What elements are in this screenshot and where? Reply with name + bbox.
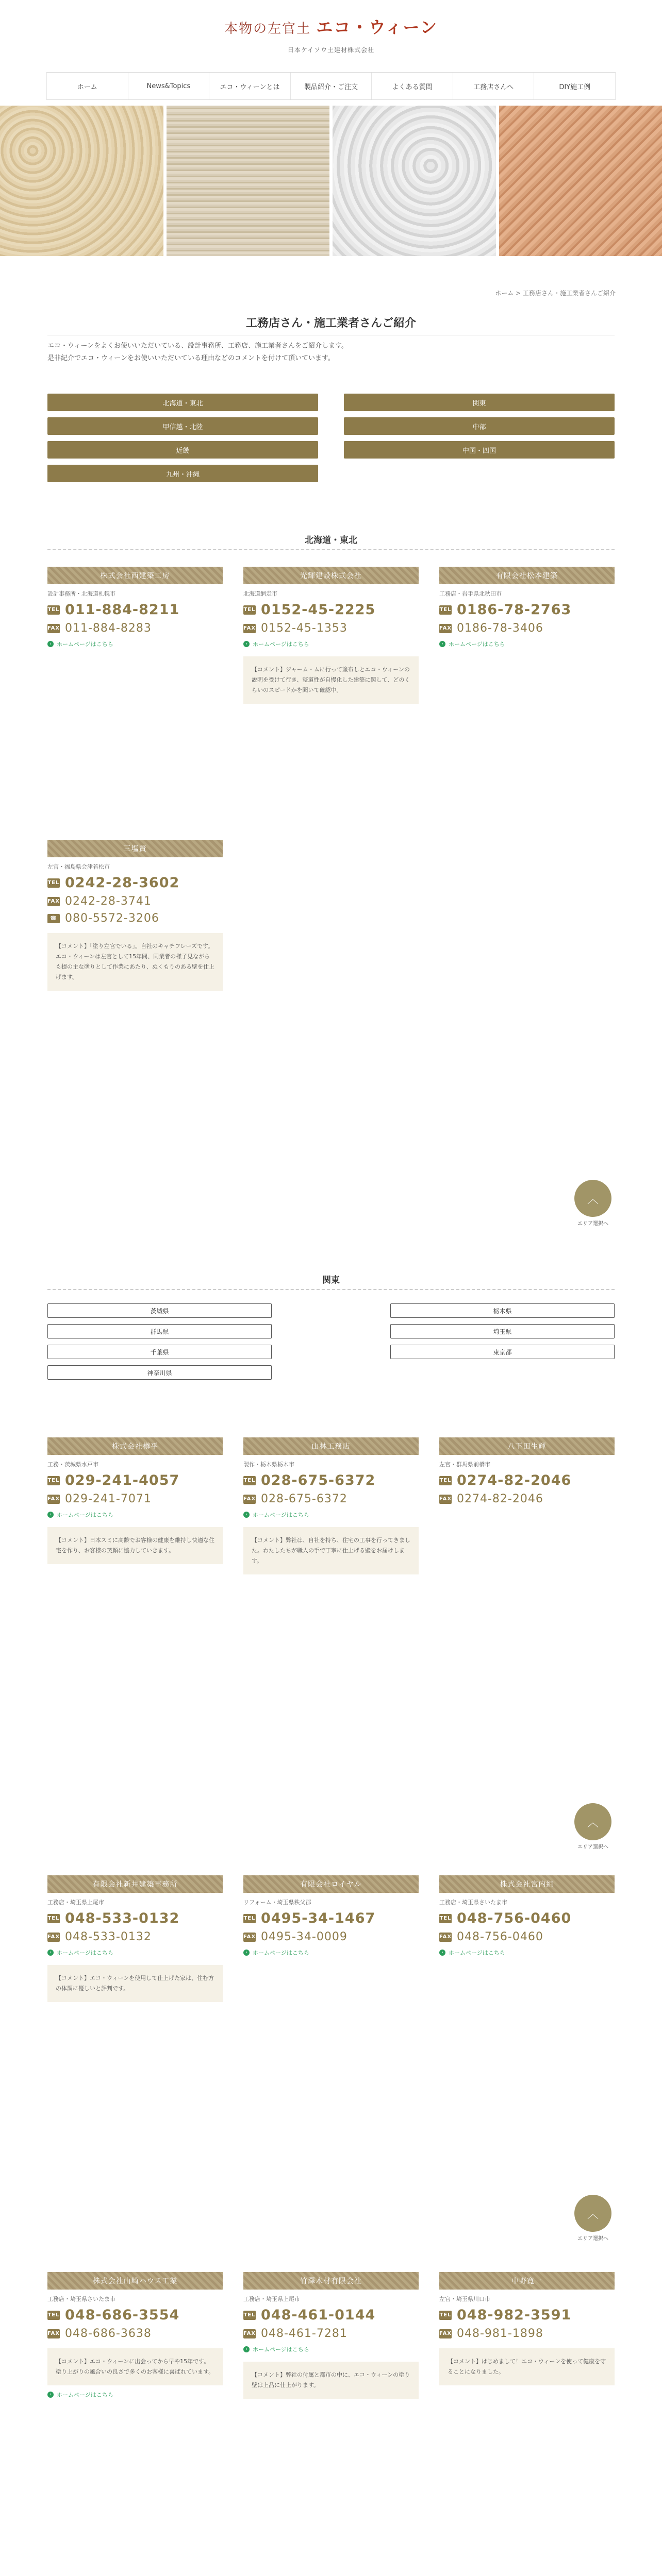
mobile[interactable]: ☎ 080-5572-3206 <box>47 912 223 925</box>
company-name: 八下田生輝 <box>439 1437 615 1455</box>
region-button[interactable]: 中国・四国 <box>344 441 615 459</box>
texture-photo <box>167 106 330 256</box>
nav-news[interactable]: News&Topics <box>128 73 210 99</box>
chevron-up-icon: ︿ <box>574 2195 611 2232</box>
company-address: 工務店・埼玉県上尾市 <box>47 1899 104 1906</box>
nav-products[interactable]: 製品紹介・ご注文 <box>291 73 372 99</box>
company-address: 工務店・埼玉県さいたま市 <box>439 1899 507 1906</box>
region-button[interactable]: 甲信越・北陸 <box>47 417 318 435</box>
company-address: 左官・福島県会津若松市 <box>47 863 110 870</box>
prefecture-button[interactable]: 東京都 <box>390 1345 615 1359</box>
company-address: リフォーム・埼玉県秩父郡 <box>243 1899 311 1906</box>
region-button[interactable]: 中部 <box>344 417 615 435</box>
company-name: 有限会社松本建築 <box>439 567 615 584</box>
tel-badge: TEL <box>439 1476 452 1485</box>
arrow-icon: › <box>47 1950 54 1956</box>
company-name: 三塩賢 <box>47 840 223 857</box>
company-comment: 【コメント】弊社は、自社を持ち、住宅の工事を行ってきました。わたしたちが職人の手で丁寧に仕上げる壁をお届けします。 <box>243 1527 419 1574</box>
fax: FAX 048-686-3638 <box>47 2327 152 2340</box>
fax: FAX 048-461-7281 <box>243 2327 347 2340</box>
tel[interactable]: TEL 048-686-3554 <box>47 2307 180 2323</box>
fax-badge: FAX <box>47 1933 60 1942</box>
tel-badge: TEL <box>47 878 60 888</box>
company-name: 有限会社ロイヤル <box>243 1875 419 1893</box>
region-button[interactable]: 関東 <box>344 394 615 411</box>
nav-diy[interactable]: DIY施工例 <box>534 73 616 99</box>
prefecture-button[interactable]: 茨城県 <box>47 1303 272 1318</box>
prefecture-button[interactable]: 群馬県 <box>47 1324 272 1338</box>
fax: FAX 011-884-8283 <box>47 622 152 635</box>
hero-textures <box>0 106 662 256</box>
region-heading: 北海道・東北 <box>305 535 357 546</box>
company-card <box>243 2272 419 2399</box>
arrow-icon: › <box>47 1512 54 1518</box>
company-card <box>47 567 223 648</box>
company-name: 中野寛一 <box>439 2272 615 2290</box>
company-comment: 【コメント】「塗り左官でいる」。自社のキャチフレーズです。エコ・ウィーンは左官として15年間、同業者の様子見ながらも提の主な塗りとして作業にあたり、ぬくもりのある壁を仕上げます。 <box>47 933 223 991</box>
company-name: 有限会社新井建築事務所 <box>47 1875 223 1893</box>
tel-badge: TEL <box>439 2311 452 2320</box>
prefecture-selector <box>47 1303 615 1380</box>
fax: FAX 0274-82-2046 <box>439 1493 543 1505</box>
fax: FAX 0495-34-0009 <box>243 1930 347 1943</box>
tel[interactable]: TEL 028-675-6372 <box>243 1472 376 1488</box>
company-card <box>47 1875 223 2002</box>
company-card <box>439 567 615 648</box>
company-address: 工務店・岩手県北秋田市 <box>439 590 502 597</box>
fax-badge: FAX <box>47 624 60 633</box>
company-card <box>243 1875 419 1957</box>
company-comment: 【コメント】弊社の付属と都市の中に、エコ・ウィーンの塗り壁は上品に仕上がります。 <box>243 2362 419 2399</box>
company-address: 左官・埼玉県川口市 <box>439 2296 490 2302</box>
site-logo[interactable]: 本物の左官土 エコ・ウィーン <box>224 18 438 37</box>
tel-badge: TEL <box>243 605 256 615</box>
tel[interactable]: TEL 048-756-0460 <box>439 1910 572 1926</box>
tel-badge: TEL <box>243 2311 256 2320</box>
fax-badge: FAX <box>439 1495 452 1504</box>
fax: FAX 029-241-7071 <box>47 1493 152 1505</box>
company-comment: 【コメント】エコ・ウィーンに出会ってから早や15年です。塗り上がりの風合いの良さで多くのお客様に喜ばれています。 <box>47 2348 223 2385</box>
arrow-icon: › <box>243 1950 250 1956</box>
tel[interactable]: TEL 0242-28-3602 <box>47 875 180 891</box>
fax-badge: FAX <box>439 624 452 633</box>
homepage-link[interactable]: › ホームページはこちら <box>243 1511 419 1519</box>
company-card <box>243 1437 419 1574</box>
region-selector <box>47 394 615 482</box>
tel[interactable]: TEL 0152-45-2225 <box>243 602 376 618</box>
tel[interactable]: TEL 0186-78-2763 <box>439 602 572 618</box>
chevron-up-icon: ︿ <box>574 1180 611 1217</box>
company-name: 株式会社宮内組 <box>439 1875 615 1893</box>
prefecture-button[interactable]: 千葉県 <box>47 1345 272 1359</box>
arrow-icon: › <box>47 641 54 647</box>
tel-badge: TEL <box>439 1914 452 1923</box>
texture-photo <box>0 106 163 256</box>
fax-badge: FAX <box>243 624 256 633</box>
fax-badge: FAX <box>439 2329 452 2338</box>
page-title: 工務店さん・施工業者さんご紹介 <box>245 317 416 330</box>
fax-badge: FAX <box>243 1495 256 1504</box>
company-name: 株式会社西建築工房 <box>47 567 223 584</box>
divider <box>47 549 615 550</box>
fax-badge: FAX <box>47 897 60 906</box>
company-name: 竹澤木材有限会社 <box>243 2272 419 2290</box>
company-address: 工務・茨城県水戸市 <box>47 1461 98 1468</box>
homepage-link[interactable]: › ホームページはこちら <box>47 2391 223 2399</box>
tel-badge: TEL <box>47 1914 60 1923</box>
company-card <box>47 2272 223 2399</box>
tel-badge: TEL <box>243 1476 256 1485</box>
nav-home[interactable]: ホーム <box>46 73 128 99</box>
homepage-link[interactable]: › ホームページはこちら <box>47 640 223 648</box>
intro-text: エコ・ウィーンをよくお使いいただいている、設計事務所、工務店、施工業者さんをご紹介します。 是非紀介でエコ・ウィーンをお使いいただいている理由などのコメントを付けて頂いています。 <box>47 342 348 362</box>
tel-badge: TEL <box>243 1914 256 1923</box>
fax: FAX 0152-45-1353 <box>243 622 347 635</box>
company-comment: 【コメント】はじめまして！エコ・ウィーンを使って健康を守ることになりました。 <box>439 2348 615 2385</box>
to-top-button[interactable]: ︿ エリア選択へ <box>574 2195 611 2242</box>
site-header <box>0 0 662 72</box>
company-address: 北海道網走市 <box>243 590 277 597</box>
tel[interactable]: TEL 0274-82-2046 <box>439 1472 572 1488</box>
homepage-link[interactable]: › ホームページはこちら <box>243 1948 419 1957</box>
prefecture-button[interactable]: 神奈川県 <box>47 1365 272 1380</box>
homepage-link[interactable]: › ホームページはこちら <box>243 640 419 648</box>
company-name: 光輝建設株式会社 <box>243 567 419 584</box>
company-card <box>47 840 223 991</box>
region-button[interactable]: 近畿 <box>47 441 318 459</box>
fax: FAX 048-981-1898 <box>439 2327 543 2340</box>
prefecture-button[interactable]: 栃木県 <box>390 1303 615 1318</box>
tel-badge: TEL <box>439 605 452 615</box>
company-address: 工務店・埼玉県さいたま市 <box>47 2296 115 2302</box>
texture-photo <box>333 106 496 256</box>
company-card <box>439 1875 615 1957</box>
company-card <box>47 1437 223 1564</box>
fax: FAX 0242-28-3741 <box>47 895 152 908</box>
fax: FAX 048-756-0460 <box>439 1930 543 1943</box>
arrow-icon: › <box>439 1950 445 1956</box>
texture-photo <box>499 106 662 256</box>
nav-about[interactable]: エコ・ウィーンとは <box>209 73 291 99</box>
company-card <box>243 567 419 704</box>
breadcrumb[interactable]: ホーム > 工務店さん・施工業者さんご紹介 <box>495 290 616 297</box>
fax-badge: FAX <box>47 1495 60 1504</box>
company-address: 製作・栃木県栃木市 <box>243 1461 294 1468</box>
company-card <box>439 1437 615 1505</box>
tel[interactable]: TEL 048-461-0144 <box>243 2307 376 2323</box>
homepage-link[interactable]: › ホームページはこちら <box>439 1948 615 1957</box>
arrow-icon: › <box>47 2392 54 2398</box>
region-button[interactable]: 北海道・東北 <box>47 394 318 411</box>
to-top-button[interactable]: ︿ エリア選択へ <box>574 1803 611 1850</box>
divider <box>47 1289 615 1290</box>
fax-badge: FAX <box>47 2329 60 2338</box>
fax: FAX 048-533-0132 <box>47 1930 152 1943</box>
arrow-icon: › <box>243 2346 250 2352</box>
fax-badge: FAX <box>439 1933 452 1942</box>
homepage-link[interactable]: › ホームページはこちら <box>47 1511 223 1519</box>
homepage-link[interactable]: › ホームページはこちら <box>439 640 615 648</box>
prefecture-button[interactable]: 埼玉県 <box>390 1324 615 1338</box>
tel-badge: TEL <box>47 2311 60 2320</box>
arrow-icon: › <box>439 641 445 647</box>
nav-builders[interactable]: 工務店さんへ <box>453 73 535 99</box>
company-address: 工務店・埼玉県上尾市 <box>243 2296 300 2302</box>
to-top-button[interactable]: ︿ エリア選択へ <box>574 1180 611 1227</box>
region-button[interactable]: 九州・沖縄 <box>47 465 318 482</box>
nav-faq[interactable]: よくある質問 <box>372 73 453 99</box>
company-address: 左官・群馬県前橋市 <box>439 1461 490 1468</box>
tel-badge: TEL <box>47 1476 60 1485</box>
company-comment: 【コメント】ジャーム・ムに行って塗布しとエコ・ウィーンの説明を受けて行き、整道性が自慢化した建築に関して、どのくらいのスピードかを聞いて確認中。 <box>243 656 419 704</box>
company-address: 設計事務所・北海道札幌市 <box>47 590 115 597</box>
tel[interactable]: TEL 0495-34-1467 <box>243 1910 376 1926</box>
company-card <box>439 2272 615 2385</box>
chevron-up-icon: ︿ <box>574 1803 611 1840</box>
global-nav <box>46 72 616 100</box>
tel-badge: TEL <box>47 605 60 615</box>
company-name: 株式会社山崎ハウス工業 <box>47 2272 223 2290</box>
arrow-icon: › <box>243 1512 250 1518</box>
mobile-icon: ☎ <box>47 914 60 923</box>
company-name: 山林工務店 <box>243 1437 419 1455</box>
homepage-link[interactable]: › ホームページはこちら <box>47 1948 223 1957</box>
company-name: 株式会社樽平 <box>47 1437 223 1455</box>
arrow-icon: › <box>243 641 250 647</box>
company-comment: 【コメント】エコ・ウィーンを使用して仕上げた家は、住む方の体調に優しいと評判です。 <box>47 1965 223 2002</box>
fax: FAX 028-675-6372 <box>243 1493 347 1505</box>
tel[interactable]: TEL 048-982-3591 <box>439 2307 572 2323</box>
fax-badge: FAX <box>243 1933 256 1942</box>
fax-badge: FAX <box>243 2329 256 2338</box>
tel[interactable]: TEL 029-241-4057 <box>47 1472 180 1488</box>
homepage-link[interactable]: › ホームページはこちら <box>243 2345 419 2353</box>
company-comment: 【コメント】日本スミに高齢でお客様の健康を維持し快適な住宅を作り、お客様の笑顔に協力していきます。 <box>47 1527 223 1564</box>
company-name: 日本ケイソウ土建材株式会社 <box>287 46 375 54</box>
region-heading: 関東 <box>322 1275 340 1285</box>
tel[interactable]: TEL 048-533-0132 <box>47 1910 180 1926</box>
tel[interactable]: TEL 011-884-8211 <box>47 602 180 618</box>
fax: FAX 0186-78-3406 <box>439 622 543 635</box>
